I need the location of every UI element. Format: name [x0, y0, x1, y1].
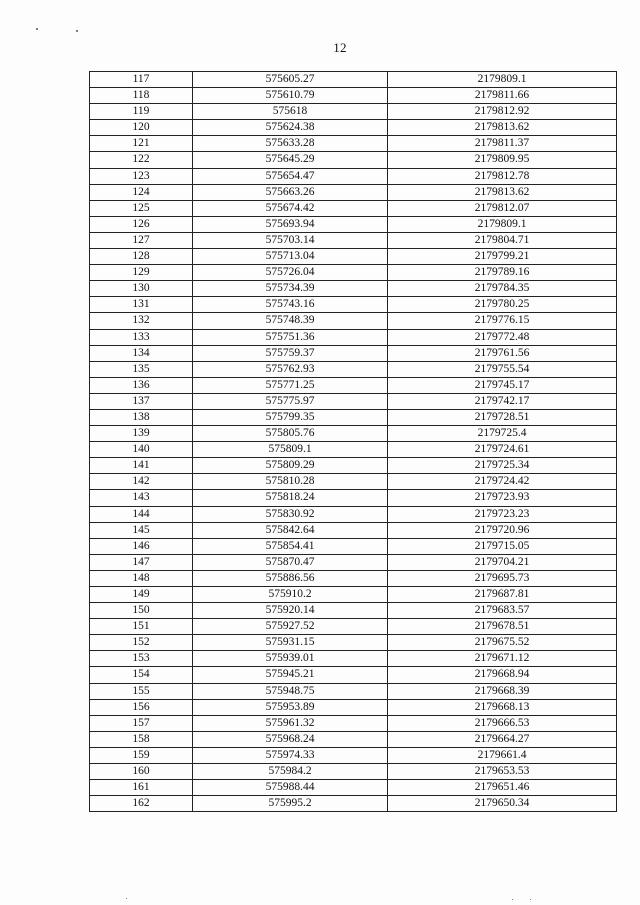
point-number-cell: 151 [90, 619, 193, 635]
point-number-cell: 124 [90, 184, 193, 200]
table-row [90, 345, 617, 361]
table-row [90, 249, 617, 265]
y-coordinate-cell: 2179809.95 [388, 152, 617, 168]
point-number-cell: 137 [90, 393, 193, 409]
point-number-cell: 132 [90, 313, 193, 329]
y-coordinate-cell: 2179668.94 [388, 667, 617, 683]
table-row [90, 490, 617, 506]
x-coordinate-cell: 575953.89 [193, 699, 388, 715]
x-coordinate-cell: 575939.01 [193, 651, 388, 667]
x-coordinate-cell: 575961.32 [193, 715, 388, 731]
point-number-cell: 140 [90, 442, 193, 458]
point-number-cell: 147 [90, 554, 193, 570]
y-coordinate-cell: 2179724.61 [388, 442, 617, 458]
y-coordinate-cell: 2179789.16 [388, 265, 617, 281]
x-coordinate-cell: 575654.47 [193, 168, 388, 184]
y-coordinate-cell: 2179776.15 [388, 313, 617, 329]
point-number-cell: 134 [90, 345, 193, 361]
x-coordinate-cell: 575931.15 [193, 635, 388, 651]
point-number-cell: 128 [90, 249, 193, 265]
table-row [90, 570, 617, 586]
y-coordinate-cell: 2179666.53 [388, 715, 617, 731]
point-number-cell: 122 [90, 152, 193, 168]
point-number-cell: 126 [90, 216, 193, 232]
x-coordinate-cell: 575759.37 [193, 345, 388, 361]
x-coordinate-cell: 575810.28 [193, 474, 388, 490]
y-coordinate-cell: 2179804.71 [388, 232, 617, 248]
x-coordinate-cell: 575984.2 [193, 764, 388, 780]
point-number-cell: 117 [90, 72, 193, 88]
table-row [90, 635, 617, 651]
y-coordinate-cell: 2179671.12 [388, 651, 617, 667]
table-row [90, 699, 617, 715]
y-coordinate-cell: 2179772.48 [388, 329, 617, 345]
x-coordinate-cell: 575818.24 [193, 490, 388, 506]
point-number-cell: 148 [90, 570, 193, 586]
table-row [90, 200, 617, 216]
y-coordinate-cell: 2179811.66 [388, 88, 617, 104]
y-coordinate-cell: 2179809.1 [388, 216, 617, 232]
table-row [90, 458, 617, 474]
table-row [90, 715, 617, 731]
y-coordinate-cell: 2179704.21 [388, 554, 617, 570]
x-coordinate-cell: 575927.52 [193, 619, 388, 635]
point-number-cell: 155 [90, 683, 193, 699]
point-number-cell: 127 [90, 232, 193, 248]
x-coordinate-cell: 575830.92 [193, 506, 388, 522]
table-row [90, 522, 617, 538]
point-number-cell: 152 [90, 635, 193, 651]
x-coordinate-cell: 575605.27 [193, 72, 388, 88]
point-number-cell: 149 [90, 587, 193, 603]
scan-speck [530, 899, 531, 900]
x-coordinate-cell: 575633.28 [193, 136, 388, 152]
point-number-cell: 156 [90, 699, 193, 715]
point-number-cell: 133 [90, 329, 193, 345]
y-coordinate-cell: 2179724.42 [388, 474, 617, 490]
x-coordinate-cell: 575674.42 [193, 200, 388, 216]
x-coordinate-cell: 575910.2 [193, 587, 388, 603]
y-coordinate-cell: 2179720.96 [388, 522, 617, 538]
table-row [90, 152, 617, 168]
y-coordinate-cell: 2179813.62 [388, 184, 617, 200]
x-coordinate-cell: 575624.38 [193, 120, 388, 136]
x-coordinate-cell: 575618 [193, 104, 388, 120]
x-coordinate-cell: 575734.39 [193, 281, 388, 297]
point-number-cell: 144 [90, 506, 193, 522]
y-coordinate-cell: 2179761.56 [388, 345, 617, 361]
y-coordinate-cell: 2179780.25 [388, 297, 617, 313]
y-coordinate-cell: 2179683.57 [388, 603, 617, 619]
y-coordinate-cell: 2179687.81 [388, 587, 617, 603]
table-row [90, 136, 617, 152]
table-row [90, 216, 617, 232]
x-coordinate-cell: 575726.04 [193, 265, 388, 281]
x-coordinate-cell: 575988.44 [193, 780, 388, 796]
point-number-cell: 162 [90, 796, 193, 812]
y-coordinate-cell: 2179728.51 [388, 409, 617, 425]
table-row [90, 184, 617, 200]
page-number: 12 [333, 40, 347, 55]
x-coordinate-cell: 575610.79 [193, 88, 388, 104]
scan-speck [76, 30, 78, 32]
point-number-cell: 145 [90, 522, 193, 538]
point-number-cell: 143 [90, 490, 193, 506]
y-coordinate-cell: 2179812.78 [388, 168, 617, 184]
table-row [90, 506, 617, 522]
y-coordinate-cell: 2179812.07 [388, 200, 617, 216]
point-number-cell: 121 [90, 136, 193, 152]
y-coordinate-cell: 2179695.73 [388, 570, 617, 586]
y-coordinate-cell: 2179809.1 [388, 72, 617, 88]
x-coordinate-cell: 575870.47 [193, 554, 388, 570]
y-coordinate-cell: 2179784.35 [388, 281, 617, 297]
scan-speck [36, 28, 38, 30]
point-number-cell: 129 [90, 265, 193, 281]
table-row [90, 554, 617, 570]
x-coordinate-cell: 575713.04 [193, 249, 388, 265]
table-row [90, 377, 617, 393]
x-coordinate-cell: 575809.1 [193, 442, 388, 458]
table-row [90, 683, 617, 699]
table-row [90, 72, 617, 88]
y-coordinate-cell: 2179723.23 [388, 506, 617, 522]
point-number-cell: 150 [90, 603, 193, 619]
table-row [90, 619, 617, 635]
table-row [90, 587, 617, 603]
x-coordinate-cell: 575948.75 [193, 683, 388, 699]
point-number-cell: 130 [90, 281, 193, 297]
y-coordinate-cell: 2179651.46 [388, 780, 617, 796]
y-coordinate-cell: 2179650.34 [388, 796, 617, 812]
x-coordinate-cell: 575762.93 [193, 361, 388, 377]
y-coordinate-cell: 2179799.21 [388, 249, 617, 265]
point-number-cell: 153 [90, 651, 193, 667]
table-row [90, 104, 617, 120]
table-row [90, 297, 617, 313]
y-coordinate-cell: 2179668.13 [388, 699, 617, 715]
table-row [90, 796, 617, 812]
point-number-cell: 138 [90, 409, 193, 425]
y-coordinate-cell: 2179813.62 [388, 120, 617, 136]
scan-speck [512, 899, 513, 900]
y-coordinate-cell: 2179755.54 [388, 361, 617, 377]
point-number-cell: 159 [90, 747, 193, 763]
point-number-cell: 160 [90, 764, 193, 780]
x-coordinate-cell: 575809.29 [193, 458, 388, 474]
table-row [90, 361, 617, 377]
y-coordinate-cell: 2179653.53 [388, 764, 617, 780]
table-row [90, 88, 617, 104]
point-number-cell: 142 [90, 474, 193, 490]
point-number-cell: 157 [90, 715, 193, 731]
y-coordinate-cell: 2179715.05 [388, 538, 617, 554]
x-coordinate-cell: 575968.24 [193, 731, 388, 747]
x-coordinate-cell: 575775.97 [193, 393, 388, 409]
table-row [90, 393, 617, 409]
table-row [90, 764, 617, 780]
table-row [90, 265, 617, 281]
table-row [90, 780, 617, 796]
point-number-cell: 125 [90, 200, 193, 216]
table-row [90, 442, 617, 458]
table-row [90, 747, 617, 763]
x-coordinate-cell: 575771.25 [193, 377, 388, 393]
point-number-cell: 120 [90, 120, 193, 136]
point-number-cell: 136 [90, 377, 193, 393]
table-row [90, 667, 617, 683]
y-coordinate-cell: 2179725.4 [388, 426, 617, 442]
point-number-cell: 146 [90, 538, 193, 554]
table-row [90, 731, 617, 747]
x-coordinate-cell: 575920.14 [193, 603, 388, 619]
x-coordinate-cell: 575995.2 [193, 796, 388, 812]
x-coordinate-cell: 575799.35 [193, 409, 388, 425]
x-coordinate-cell: 575645.29 [193, 152, 388, 168]
coordinates-table [89, 71, 617, 812]
x-coordinate-cell: 575886.56 [193, 570, 388, 586]
point-number-cell: 119 [90, 104, 193, 120]
point-number-cell: 141 [90, 458, 193, 474]
y-coordinate-cell: 2179742.17 [388, 393, 617, 409]
x-coordinate-cell: 575974.33 [193, 747, 388, 763]
coordinates-table-body [90, 72, 617, 812]
table-row [90, 651, 617, 667]
y-coordinate-cell: 2179668.39 [388, 683, 617, 699]
y-coordinate-cell: 2179664.27 [388, 731, 617, 747]
scan-speck [126, 898, 127, 899]
y-coordinate-cell: 2179723.93 [388, 490, 617, 506]
x-coordinate-cell: 575854.41 [193, 538, 388, 554]
table-row [90, 232, 617, 248]
x-coordinate-cell: 575748.39 [193, 313, 388, 329]
y-coordinate-cell: 2179812.92 [388, 104, 617, 120]
table-row [90, 329, 617, 345]
x-coordinate-cell: 575663.26 [193, 184, 388, 200]
point-number-cell: 158 [90, 731, 193, 747]
bottom-edge [0, 898, 640, 902]
table-row [90, 426, 617, 442]
table-row [90, 538, 617, 554]
point-number-cell: 154 [90, 667, 193, 683]
table-row [90, 409, 617, 425]
table-row [90, 120, 617, 136]
x-coordinate-cell: 575945.21 [193, 667, 388, 683]
table-row [90, 168, 617, 184]
x-coordinate-cell: 575751.36 [193, 329, 388, 345]
table-row [90, 313, 617, 329]
x-coordinate-cell: 575703.14 [193, 232, 388, 248]
point-number-cell: 123 [90, 168, 193, 184]
table-row [90, 603, 617, 619]
point-number-cell: 161 [90, 780, 193, 796]
y-coordinate-cell: 2179678.51 [388, 619, 617, 635]
x-coordinate-cell: 575693.94 [193, 216, 388, 232]
point-number-cell: 139 [90, 426, 193, 442]
y-coordinate-cell: 2179811.37 [388, 136, 617, 152]
x-coordinate-cell: 575842.64 [193, 522, 388, 538]
point-number-cell: 118 [90, 88, 193, 104]
point-number-cell: 131 [90, 297, 193, 313]
y-coordinate-cell: 2179675.52 [388, 635, 617, 651]
x-coordinate-cell: 575805.76 [193, 426, 388, 442]
point-number-cell: 135 [90, 361, 193, 377]
y-coordinate-cell: 2179661.4 [388, 747, 617, 763]
y-coordinate-cell: 2179725.34 [388, 458, 617, 474]
table-row [90, 281, 617, 297]
table-row [90, 474, 617, 490]
y-coordinate-cell: 2179745.17 [388, 377, 617, 393]
x-coordinate-cell: 575743.16 [193, 297, 388, 313]
